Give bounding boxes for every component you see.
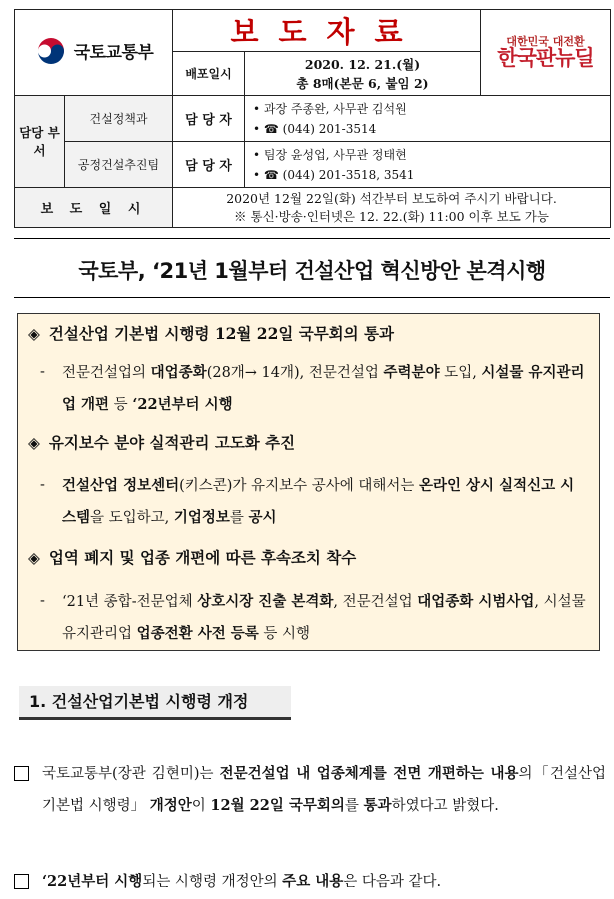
text-segment: 등 시행 [258,626,311,642]
contact-phone-1: • ☎ (044) 201-3514 [253,121,377,136]
text-segment: (키스콘)가 유지보수 공사에 대해서는 [179,478,419,494]
summary-body-text [62,470,588,534]
distribution-info [245,52,481,96]
section-title: 1. 건설산업기본법 시행령 개정 [19,686,291,720]
diamond-bullet-icon: ◈ [28,433,40,452]
text-segment: 등 [109,397,133,413]
text-segment: ‘21년 종합-전문업체 [62,594,198,610]
text-segment: 업종전환 사전 등록 [136,625,259,642]
summary-title-text: 업역 폐지 및 업종 개편에 따른 후속조치 착수 [48,548,357,567]
brand-tagline: 대한민국 대전환 [506,34,585,48]
summary-body-text [62,586,588,650]
text-segment: 를 [229,510,249,526]
text-segment: 통과 [363,797,392,814]
text-segment: 대업종화 [150,364,207,381]
diamond-bullet-icon: ◈ [28,324,40,343]
press-release-header [14,9,611,228]
text-segment: 은 다음과 같다. [343,874,442,890]
summary-item-3-body [40,586,588,650]
text-segment: 되는 시행령 개정안의 [142,874,283,890]
summary-item-3-title [28,546,356,568]
distribution-date: 2020. 12. 21.(월) [304,56,421,72]
contact-staff-1: • 과장 주종완, 사무관 김석원 [253,101,407,116]
summary-item-1-title [28,322,394,344]
release-time [173,188,611,228]
contact-role-1: 담 당 자 [173,96,245,142]
text-segment: 이 [191,798,211,814]
divider-top [14,238,610,239]
text-segment: 온라인 상시 실적신고 시스템 [62,477,575,526]
paragraph-text [42,758,606,822]
text-segment: 주요 내용 [282,873,344,890]
text-segment: 국토교통부(장관 김현미)는 [42,766,220,782]
ministry-name: 국토교통부 [73,43,154,63]
text-segment: 주력분야 [383,364,440,381]
body-paragraph-1 [14,758,606,822]
text-segment: 하였다고 밝혔다. [391,798,499,814]
release-time-label: 보 도 일 시 [15,188,173,228]
divider-headline [14,297,610,298]
text-segment: , 시설물유지관리업 [62,594,586,642]
text-segment: ‘22년부터 시행 [42,873,143,890]
text-segment: 기업정보 [173,509,230,526]
summary-body-text [62,357,588,421]
text-segment: , 전문건설업 [333,594,418,610]
summary-title-text: 건설산업 기본법 시행령 12월 22일 국무회의 통과 [48,324,394,343]
text-segment: 전문건설업의 [62,365,151,381]
dash-bullet: - [40,477,45,493]
dash-bullet: - [40,593,45,609]
korean-new-deal-logo [481,10,611,96]
ministry-logo-cell [15,10,173,96]
text-segment: 을 도입하고, [90,510,174,526]
text-segment: 도입, [439,365,482,381]
summary-title-text: 유지보수 분야 실적관리 고도화 추진 [48,433,296,452]
contact-info-1 [245,96,611,142]
text-segment: 를 [344,798,364,814]
summary-box [17,313,600,651]
dash-bullet: - [40,364,45,380]
summary-item-2-body [40,470,588,534]
text-segment: 상호시장 진출 본격화 [197,593,334,610]
dept-name-1: 건설정책과 [65,96,173,142]
text-segment: 개정안 [149,797,192,814]
document-title: 보도자료 [173,10,481,52]
dept-name-2: 공정건설추진팀 [65,142,173,188]
text-segment: 전문건설업 내 업종체계를 전면 개편하는 내용 [219,765,519,782]
text-segment: ‘22년부터 시행 [132,396,233,413]
brand-name: 한국판뉴딜 [497,46,594,71]
ministry-logo [34,34,154,68]
text-segment: 12월 22일 국무회의 [210,797,345,814]
distribution-date-label: 배포일시 [173,52,245,96]
headline: 국토부, ‘21년 1월부터 건설산업 혁신방안 본격시행 [78,259,546,283]
release-time-line-1: 2020년 12월 22일(화) 석간부터 보도하여 주시기 바랍니다. [226,190,557,206]
paragraph-text [42,866,606,898]
dept-label: 담당 부서 [15,96,65,188]
text-segment: 공시 [248,509,277,526]
text-segment: 의「건설산업기본법 시행령」 [42,766,606,814]
square-bullet-icon [14,766,29,781]
square-bullet-icon [14,874,29,889]
body-paragraph-2 [14,866,606,898]
page-count: 총 8매(본문 6, 붙임 2) [296,75,429,91]
text-segment: 시설물 유지관리업 개편 [62,364,585,413]
release-time-line-2: ※ 통신·방송·인터넷은 12. 22.(화) 11:00 이후 보도 가능 [234,208,549,224]
diamond-bullet-icon: ◈ [28,548,40,567]
text-segment: 건설산업 정보센터 [62,477,180,494]
taegeuk-emblem-icon [34,34,68,68]
contact-info-2 [245,142,611,188]
summary-item-2-title [28,431,295,453]
text-segment: (28개→ 14개), 전문건설업 [206,365,384,381]
summary-item-1-body [40,357,588,421]
contact-phone-2: • ☎ (044) 201-3518, 3541 [253,167,415,182]
text-segment: 대업종화 시범사업 [417,593,535,610]
contact-staff-2: • 팀장 윤성업, 사무관 정태현 [253,147,407,162]
contact-role-2: 담 당 자 [173,142,245,188]
